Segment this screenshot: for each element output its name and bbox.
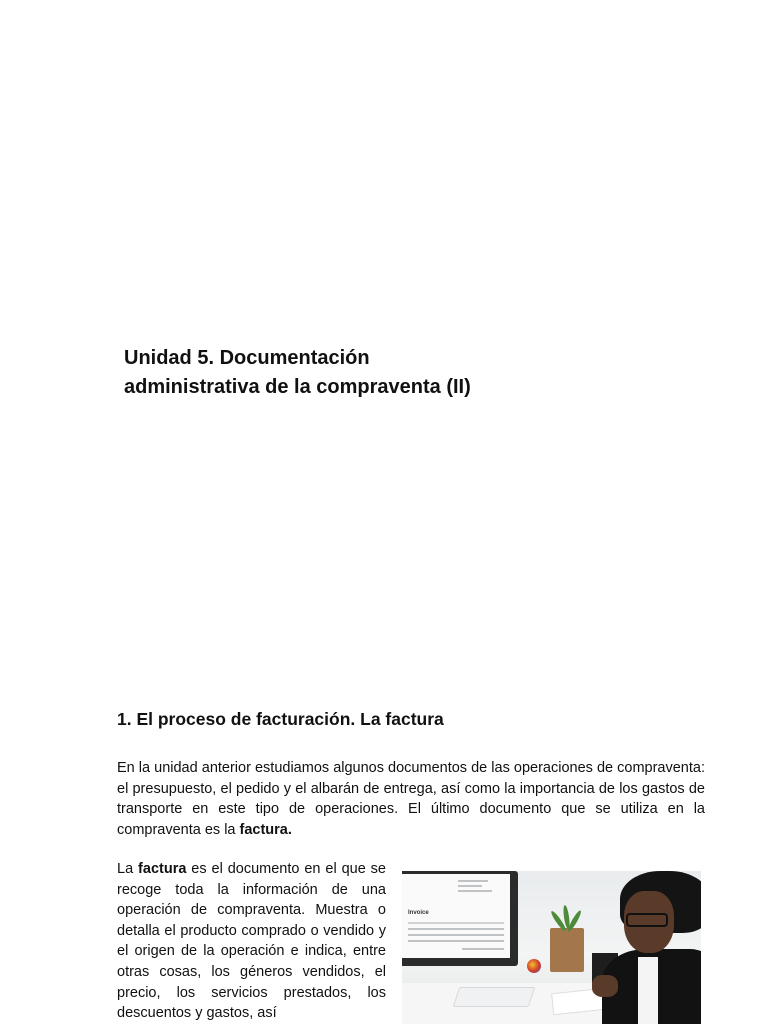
monitor xyxy=(402,871,518,966)
section-heading: 1. El proceso de facturación. La factura xyxy=(117,709,444,729)
unit-title-line-2: administrativa de la compraventa (II) xyxy=(124,376,471,398)
definition-text-rest: es el documento en el que se recoge toda la información de una operación de compraventa. Muestra o detalla el producto comprado o vendido y el origen de la operación e indica, entre otras cosas, los géneros vendidos, el precio, los servicios prestados, los descuentos y gastos, así xyxy=(117,861,386,1022)
unit-title xyxy=(124,344,544,402)
definition-paragraph xyxy=(117,859,386,1024)
definition-text-start: La xyxy=(117,861,139,877)
rubber-band-ball xyxy=(527,959,541,973)
plant-pot xyxy=(550,928,584,972)
intro-bold-term: factura. xyxy=(239,821,292,838)
glasses xyxy=(626,913,668,927)
intro-text: En la unidad anterior estudiamos algunos documentos de las operaciones de compraventa: el presupuesto, el pedido y el albarán de entrega, así como la importancia de los gastos de transporte en este tipo de operaciones. El último documento que se utiliza en la compraventa es la xyxy=(117,760,705,838)
keyboard xyxy=(453,987,535,1007)
shirt xyxy=(638,957,658,1024)
definition-bold-term: factura xyxy=(138,861,187,877)
writing-hand xyxy=(592,975,618,997)
office-invoice-photo xyxy=(402,871,701,1024)
invoice-label: Invoice xyxy=(408,910,429,916)
intro-paragraph xyxy=(117,758,705,840)
invoice-screen xyxy=(402,874,510,958)
unit-title-line-1: Unidad 5. Documentación xyxy=(124,347,370,369)
